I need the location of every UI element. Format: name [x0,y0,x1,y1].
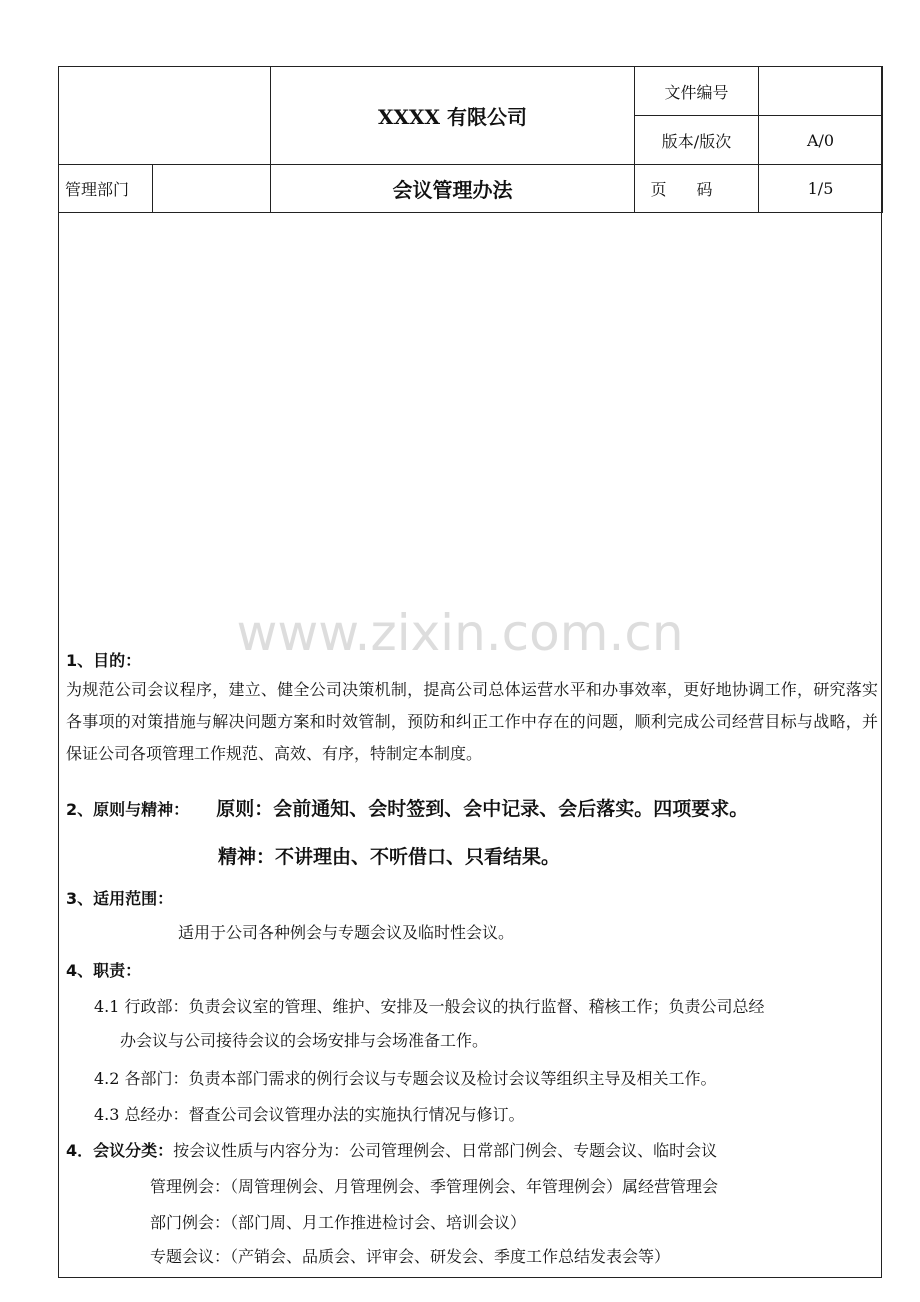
section-principle-row [66,794,748,821]
page-label: 页码 [635,165,759,213]
duty-4-1-line2: 办会议与公司接待会议的会场安排与会场准备工作。 [120,1031,489,1050]
header-table [58,66,883,213]
company-name: XXXX 有限公司 [271,67,635,165]
page-value: 1/5 [759,165,883,213]
duty-4-3: 4.3 总经办：督查公司会议管理办法的实施执行情况与修订。 [94,1105,525,1124]
section-scope-heading: 3、适用范围： [66,889,174,908]
duty-4-2: 4.2 各部门：负责本部门需求的例行会议与专题会议及检讨会议等组织主导及相关工作。 [94,1069,717,1088]
section-category-body: 按会议性质与内容分为：公司管理例会、日常部门例会、专题会议、临时会议 [173,1141,718,1160]
dept-label: 管理部门 [59,165,153,213]
principle-text: 原则：会前通知、会时签到、会中记录、会后落实。四项要求。 [216,798,749,820]
section-purpose-body: 为规范公司会议程序，建立、健全公司决策机制，提高公司总体运营水平和办事效率，更好地协调工作，研究落实各事项的对策措施与解决问题方案和时效管制，预防和纠正工作中存在的问题，顺利完成公司经营目标与战略，并保证公司各项管理工作规范、高效、有序，特制定本制度。 [66,680,878,763]
doc-no-label: 文件编号 [635,67,759,116]
document-frame [58,66,882,1278]
section-purpose-heading: 1、目的： [66,651,142,670]
spirit-text: 精神：不讲理由、不听借口、只看结果。 [218,846,561,868]
section-duty-heading: 4、职责： [66,961,142,980]
section-category-heading: 4．会议分类： [66,1141,174,1160]
logo-cell [59,67,271,165]
doc-no-value [759,67,883,116]
version-value: A/0 [759,116,883,165]
dept-value [153,165,271,213]
duty-4-1-line1: 4.1 行政部：负责会议室的管理、维护、安排及一般会议的执行监督、稽核工作；负责公司总经 [94,997,765,1016]
section-scope-body: 适用于公司各种例会与专题会议及临时性会议。 [178,923,515,942]
category-item-department: 部门例会：（部门周、月工作推进检讨会、培训会议） [150,1213,527,1232]
doc-title: 会议管理办法 [271,165,635,213]
watermark: www.zixin.com.cn [236,604,684,662]
section-category-row [66,1138,717,1161]
section-principle-heading: 2、原则与精神： [66,800,190,819]
category-item-special: 专题会议：（产销会、品质会、评审会、研发会、季度工作总结发表会等） [150,1247,671,1266]
version-label: 版本/版次 [635,116,759,165]
category-item-management: 管理例会：（周管理例会、月管理例会、季管理例会、年管理例会）属经营管理会 [150,1177,719,1196]
